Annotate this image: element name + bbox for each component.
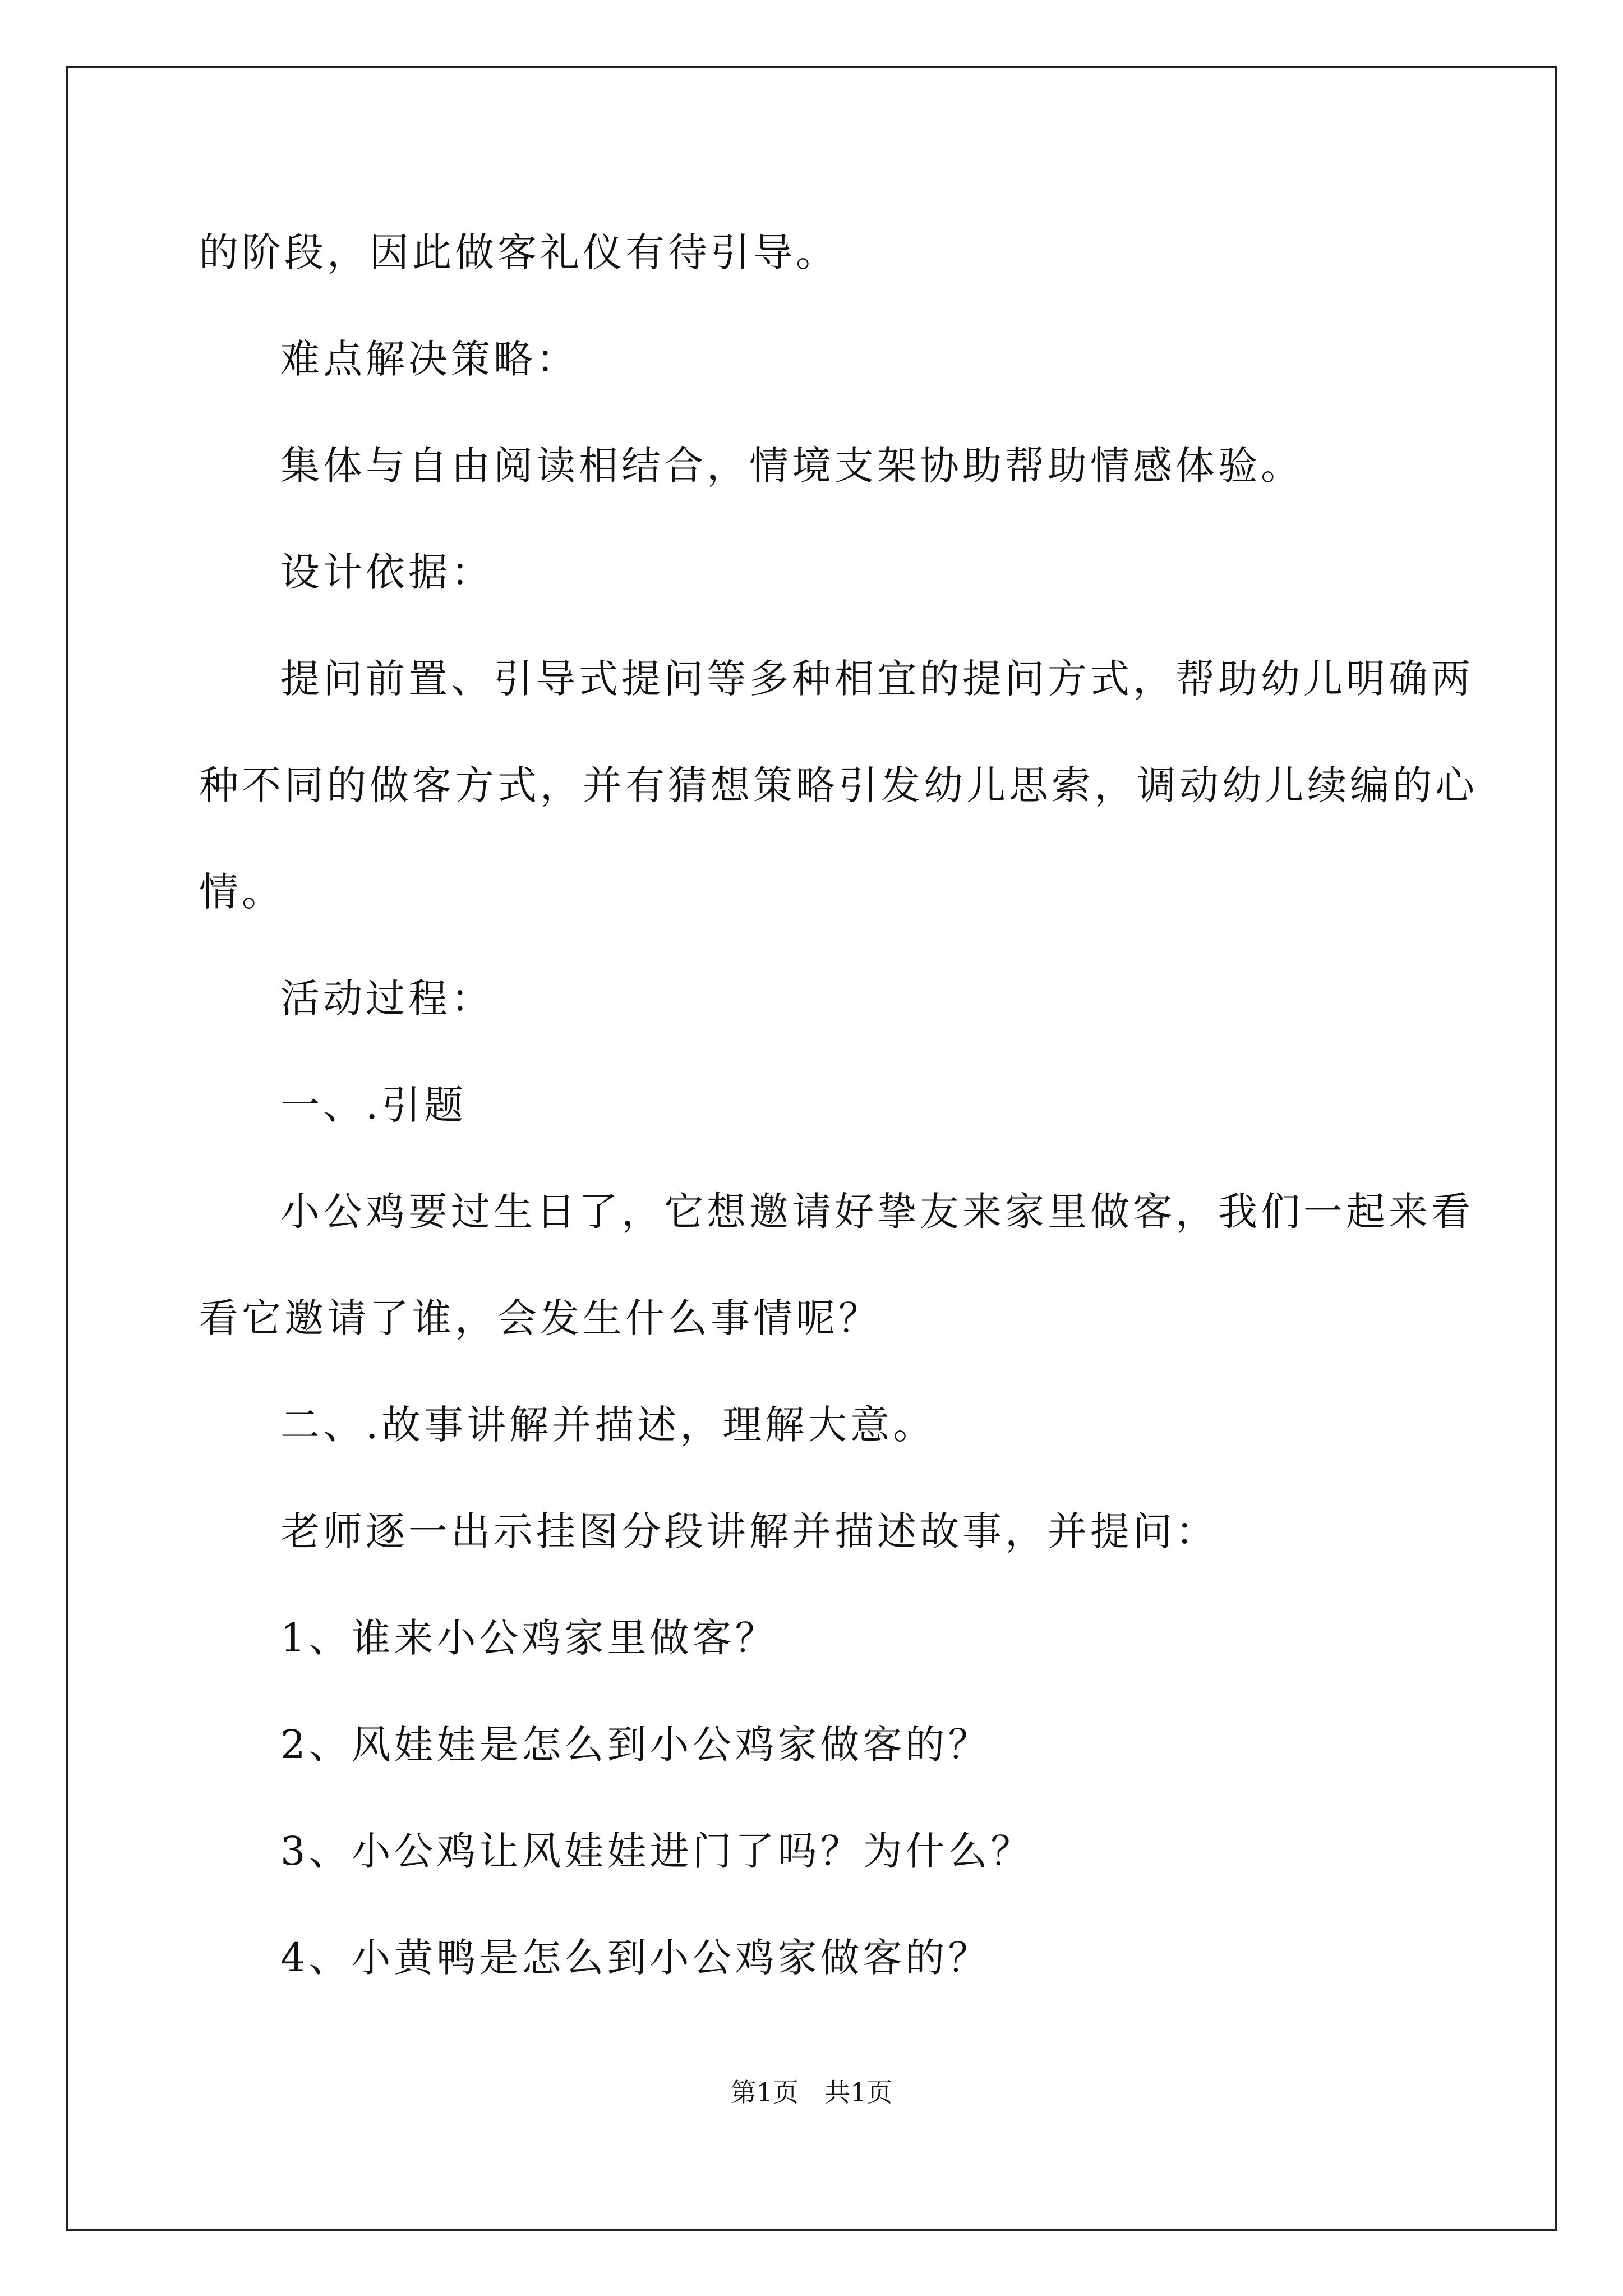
paragraph-line: 老师逐一出示挂图分段讲解并描述故事，并提问： bbox=[280, 1508, 1218, 1554]
paragraph-line: 集体与自由阅读相结合，情境支架协助帮助情感体验。 bbox=[280, 443, 1303, 489]
paragraph-line: 提问前置、引导式提问等多种相宜的提问方式，帮助幼儿明确两 bbox=[280, 656, 1474, 702]
paragraph-line: 4、小黄鸭是怎么到小公鸡家做客的？ bbox=[280, 1935, 991, 1981]
page-footer: 第1页 共1页 bbox=[730, 2077, 893, 2108]
paragraph-line: 种不同的做客方式，并有猜想策略引发幼儿思索，调动幼儿续编的心 bbox=[199, 762, 1478, 808]
paragraph-line: 2、风娃娃是怎么到小公鸡家做客的？ bbox=[280, 1722, 991, 1768]
paragraph-line: 难点解决策略： bbox=[280, 336, 579, 382]
paragraph-line: 3、小公鸡让风娃娃进门了吗？为什么？ bbox=[280, 1828, 1034, 1874]
paragraph-line: 情。 bbox=[199, 869, 284, 915]
paragraph-line: 活动过程： bbox=[280, 976, 494, 1022]
paragraph-line: 小公鸡要过生日了，它想邀请好挚友来家里做客，我们一起来看 bbox=[280, 1189, 1474, 1235]
paragraph-line: 1、谁来小公鸡家里做客？ bbox=[280, 1615, 778, 1661]
paragraph-line: 设计依据： bbox=[280, 549, 494, 595]
paragraph-line: 看它邀请了谁，会发生什么事情呢？ bbox=[199, 1295, 881, 1341]
paragraph-line: 的阶段，因此做客礼仪有待引导。 bbox=[199, 229, 838, 275]
page-border bbox=[66, 66, 1557, 2231]
paragraph-line: 二、.故事讲解并描述，理解大意。 bbox=[280, 1402, 936, 1448]
paragraph-line: 一、.引题 bbox=[280, 1082, 467, 1128]
